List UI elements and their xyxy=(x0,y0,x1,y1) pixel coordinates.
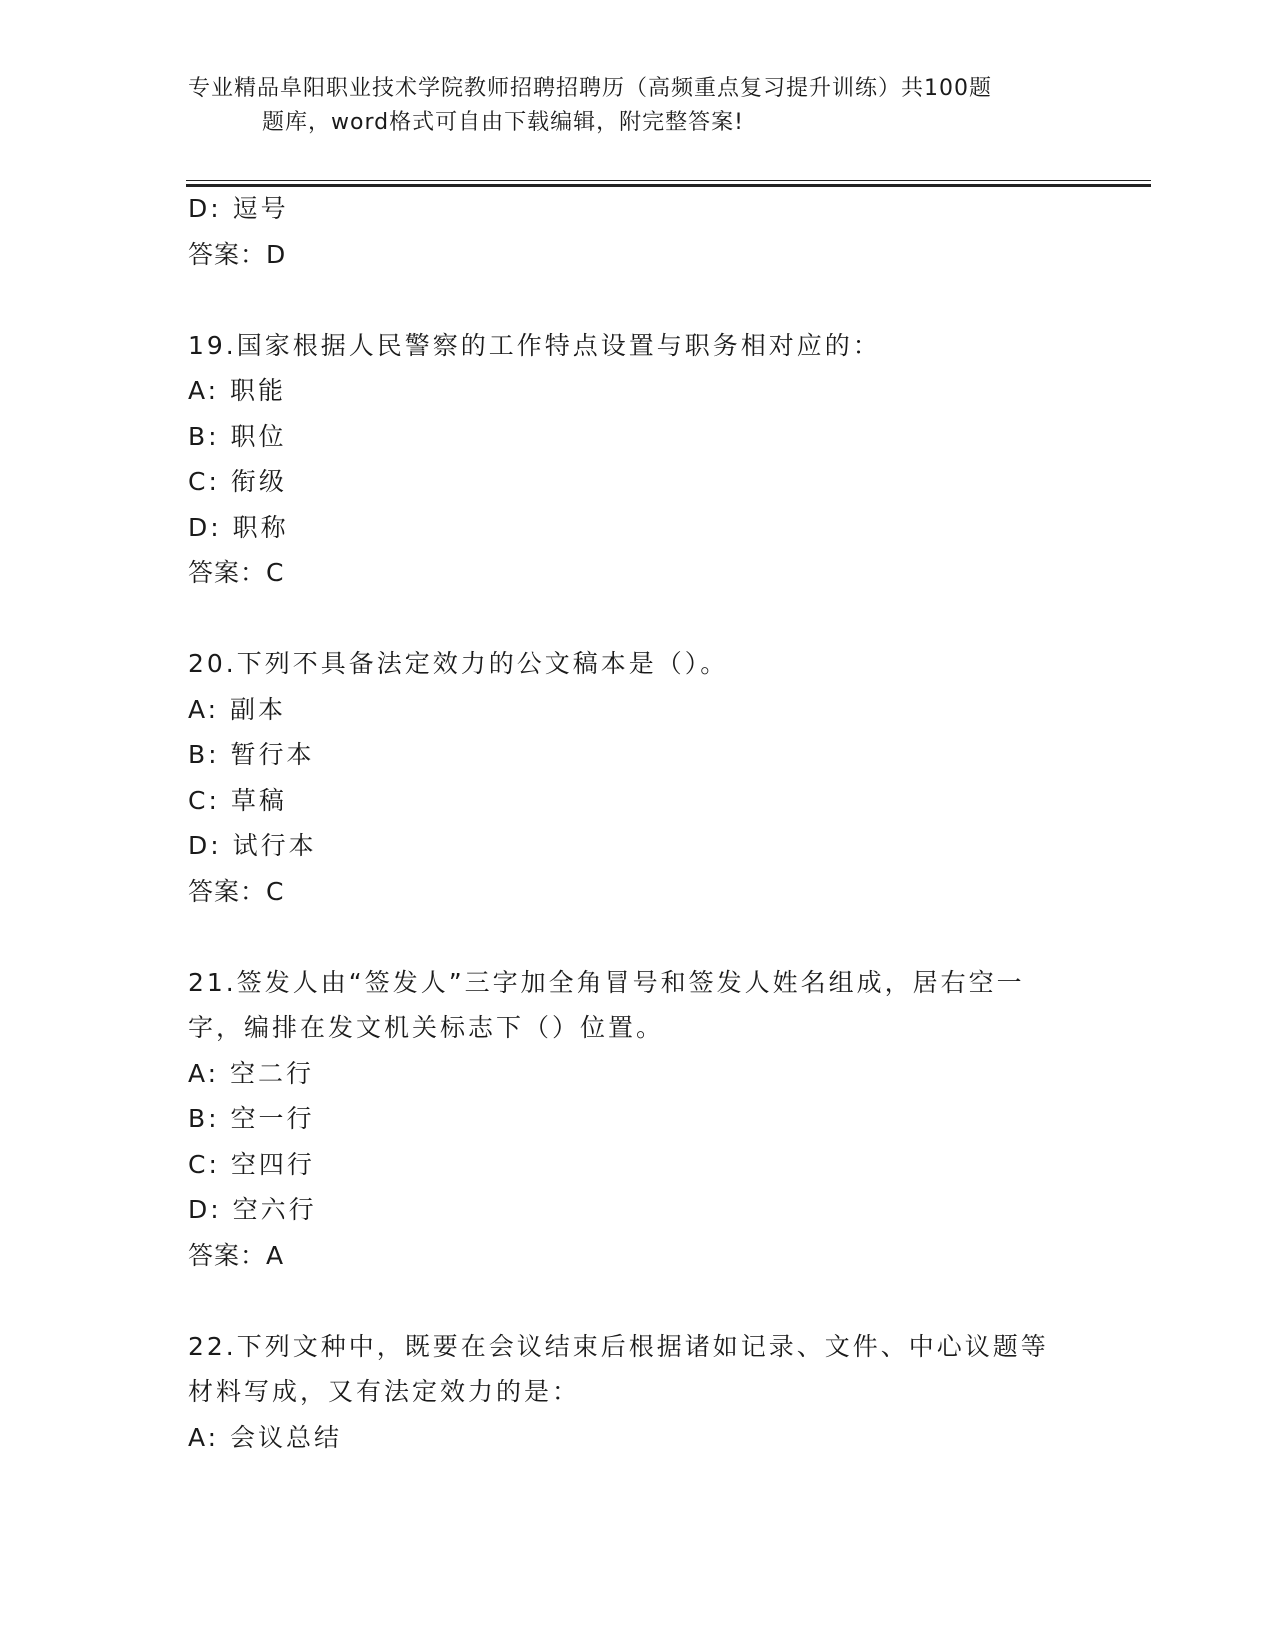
question-20-option-a: A: 副本 xyxy=(188,694,287,724)
question-20-text: 20.下列不具备法定效力的公文稿本是（）。 xyxy=(188,649,729,678)
header-title-line1: 专业精品阜阳职业技术学院教师招聘招聘历（高频重点复习提升训练）共100题 xyxy=(188,76,992,101)
question-21-option-b: B: 空一行 xyxy=(188,1104,315,1133)
prev-answer: 答案：D xyxy=(188,239,287,269)
spacer xyxy=(188,596,1078,642)
document-header xyxy=(188,72,1068,140)
question-20-option-d: D: 试行本 xyxy=(188,831,317,860)
spacer xyxy=(188,277,1078,323)
prev-option-d: D: 逗号 xyxy=(188,194,289,223)
question-21-text-line2: 字，编排在发文机关标志下（）位置。 xyxy=(188,1013,665,1042)
header-title-line2: 题库，word格式可自由下载编辑，附完整答案! xyxy=(262,110,744,135)
question-21-option-d: D: 空六行 xyxy=(188,1195,317,1224)
question-19-text: 19.国家根据人民警察的工作特点设置与职务相对应的： xyxy=(188,330,881,360)
question-21-text-line1: 21.签发人由“签发人”三字加全角冒号和签发人姓名组成，居右空一 xyxy=(188,967,1025,997)
question-22-option-a: A: 会议总结 xyxy=(188,1422,343,1452)
question-22-text-line2: 材料写成，又有法定效力的是： xyxy=(188,1377,581,1406)
spacer xyxy=(188,1278,1078,1324)
header-divider-thin xyxy=(186,180,1151,181)
question-list xyxy=(188,186,1078,1460)
spacer xyxy=(188,914,1078,960)
question-19-option-d: D: 职称 xyxy=(188,512,289,542)
question-21-answer: 答案：A xyxy=(188,1240,285,1270)
question-21-option-a: A: 空二行 xyxy=(188,1058,315,1088)
question-19-option-a: A: 职能 xyxy=(188,376,287,405)
question-20-option-b: B: 暂行本 xyxy=(188,740,315,769)
question-20-answer: 答案：C xyxy=(188,876,285,906)
question-19-option-c: C: 衔级 xyxy=(188,467,287,496)
question-19-answer: 答案：C xyxy=(188,558,285,587)
question-22-text-line1: 22.下列文种中，既要在会议结束后根据诸如记录、文件、中心议题等 xyxy=(188,1331,1049,1361)
question-21-option-c: C: 空四行 xyxy=(188,1149,315,1179)
question-19-option-b: B: 职位 xyxy=(188,421,287,451)
question-20-option-c: C: 草稿 xyxy=(188,785,287,815)
